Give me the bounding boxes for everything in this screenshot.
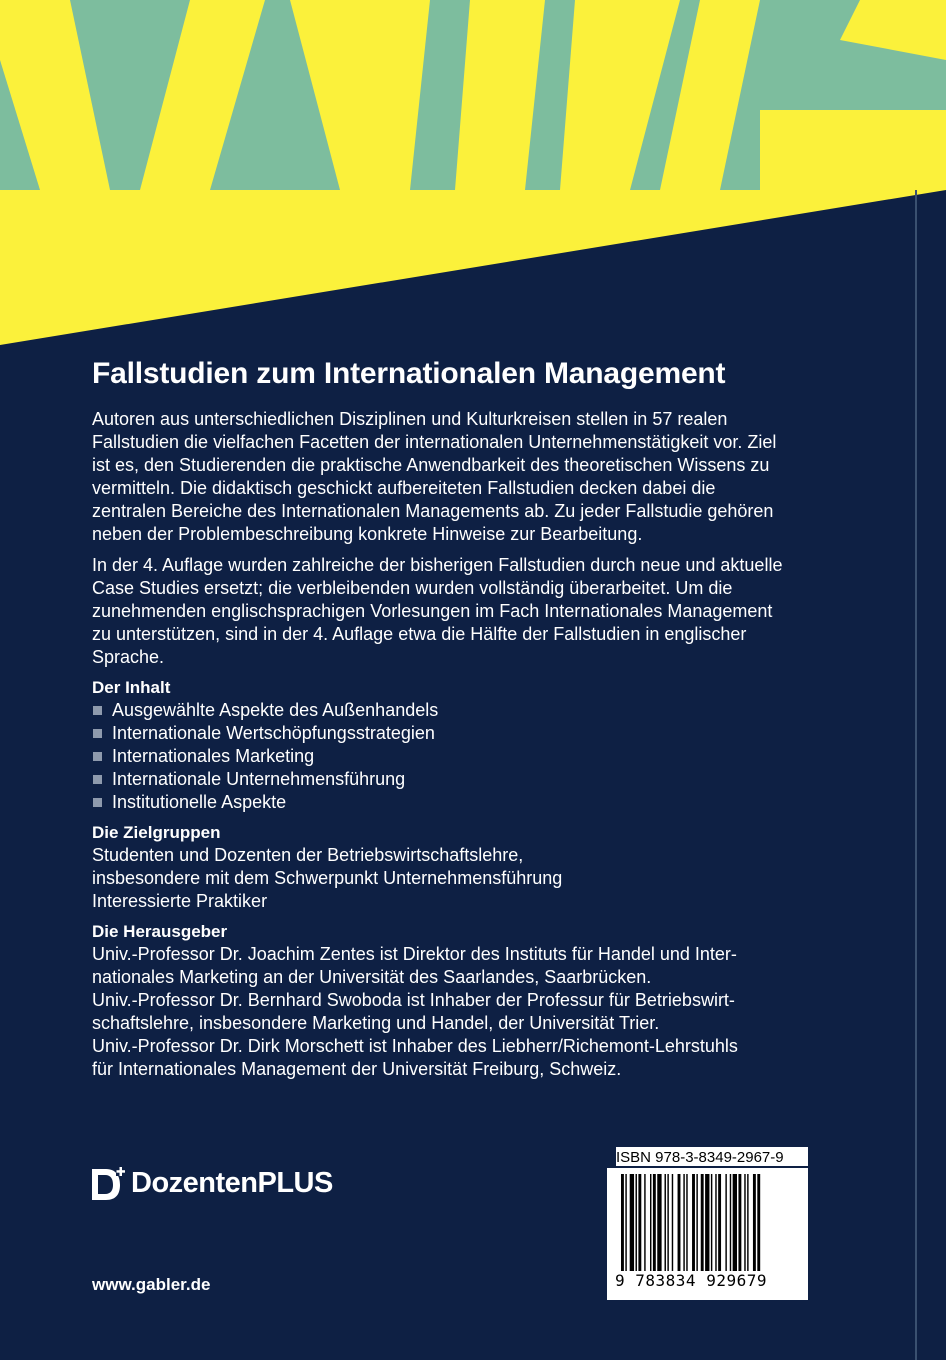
- intro-paragraph-1: Autoren aus unterschiedlichen Disziplinen und Kulturkreisen stellen in 57 realen Fallstudien die vielfachen Facetten der internationalen Unternehmenstätigkeit vor. Ziel ist es, den Studierenden die praktische Anwendbarkeit des theoretischen Wissens zu vermitteln. Die didaktisch geschickt aufbereiteten Fallstudien decken dabei die zentralen Bereiche des Internationalen Managements ab. Zu jeder Fallstudie gehören neben der Problembeschreibung konkrete Hinweise zur Bearbeitung.: [92, 409, 777, 544]
- barcode-bar: [738, 1174, 741, 1284]
- herausgeber-line: schaftslehre, insbesondere Marketing und Handel, der Universität Trier.: [92, 1013, 660, 1033]
- barcode-bar: [730, 1174, 731, 1284]
- website-url: www.gabler.de: [92, 1275, 211, 1294]
- cover-artwork: [0, 0, 946, 345]
- barcode-bar: [715, 1174, 716, 1284]
- zielgruppen-text: [92, 844, 792, 913]
- barcode-bar: [692, 1174, 695, 1284]
- barcode-bar: [696, 1174, 697, 1284]
- list-item: Internationale Wertschöpfungsstrategien: [92, 722, 792, 745]
- barcode-bar: [744, 1174, 745, 1284]
- barcode-bar: [644, 1174, 645, 1284]
- herausgeber-line: für Internationales Management der Universität Freiburg, Schweiz.: [92, 1059, 622, 1079]
- zielgruppen-line: Interessierte Praktiker: [92, 891, 268, 911]
- barcode-bar: [665, 1174, 666, 1284]
- barcode-bar: [753, 1174, 756, 1284]
- barcode-bar: [705, 1174, 709, 1284]
- inhalt-heading: Der Inhalt: [92, 678, 171, 697]
- herausgeber-heading: Die Herausgeber: [92, 922, 228, 941]
- barcode-bar: [672, 1174, 673, 1284]
- barcode-area: [607, 1168, 808, 1300]
- barcode-bar: [650, 1174, 651, 1284]
- dozentenplus-logo: [92, 1166, 333, 1200]
- barcode-bar: [686, 1174, 687, 1284]
- barcode-bar: [653, 1174, 656, 1284]
- barcode-bar: [733, 1174, 737, 1284]
- barcode-bar: [667, 1174, 668, 1284]
- dozentenplus-logo-icon: [92, 1167, 125, 1200]
- zielgruppen-line: insbesondere mit dem Schwerpunkt Unternehmensführung: [92, 868, 563, 888]
- barcode-bar: [638, 1174, 641, 1284]
- list-item: Institutionelle Aspekte: [92, 791, 792, 814]
- barcode-bar: [725, 1174, 726, 1284]
- list-item: Internationale Unternehmensführung: [92, 768, 792, 791]
- barcode-bar: [718, 1174, 721, 1284]
- zielgruppen-heading: Die Zielgruppen: [92, 823, 221, 842]
- barcode: [621, 1174, 796, 1284]
- barcode-digits: 9 783834 929679: [615, 1271, 805, 1290]
- barcode-bar: [711, 1174, 712, 1284]
- herausgeber-line: Univ.-Professor Dr. Bernhard Swoboda ist Inhaber der Professur für Betriebswirt-: [92, 990, 735, 1010]
- herausgeber-line: Univ.-Professor Dr. Dirk Morschett ist Inhaber des Liebherr/Richemont-Lehrstuhls: [92, 1036, 738, 1056]
- barcode-bar: [657, 1174, 661, 1284]
- intro-paragraph-2: In der 4. Auflage wurden zahlreiche der bisherigen Fallstudien durch neue und aktuelle Case Studies ersetzt; die verbleibenden wurden vollständig überarbeitet. Um die zunehmenden englischsprachigen Vorlesungen im Fach Internationales Management zu unterstützen, sind in der 4. Auflage etwa die Hälfte der Fallstudien in englischer Sprache.: [92, 555, 783, 667]
- list-item: Ausgewählte Aspekte des Außenhandels: [92, 699, 792, 722]
- list-item: Internationales Marketing: [92, 745, 792, 768]
- barcode-bar: [683, 1174, 684, 1284]
- back-cover-text: [92, 352, 792, 1089]
- book-title: Fallstudien zum Internationalen Management: [92, 357, 726, 390]
- barcode-bar: [701, 1174, 704, 1284]
- inhalt-list: [92, 699, 792, 814]
- herausgeber-text: [92, 943, 792, 1081]
- herausgeber-line: Univ.-Professor Dr. Joachim Zentes ist Direktor des Instituts für Handel und Inter-: [92, 944, 737, 964]
- logo-text: DozentenPLUS: [131, 1166, 333, 1199]
- barcode-bar: [757, 1174, 760, 1284]
- barcode-bar: [636, 1174, 637, 1284]
- barcode-bar: [621, 1174, 624, 1284]
- spine-line: [915, 190, 917, 1360]
- barcode-bar: [625, 1174, 626, 1284]
- barcode-bar: [747, 1174, 748, 1284]
- barcode-bar: [630, 1174, 634, 1284]
- zielgruppen-line: Studenten und Dozenten der Betriebswirtschaftslehre,: [92, 845, 524, 865]
- herausgeber-line: nationales Marketing an der Universität des Saarlandes, Saarbrücken.: [92, 967, 652, 987]
- barcode-bar: [678, 1174, 681, 1284]
- isbn-label: ISBN 978-3-8349-2967-9: [616, 1147, 808, 1166]
